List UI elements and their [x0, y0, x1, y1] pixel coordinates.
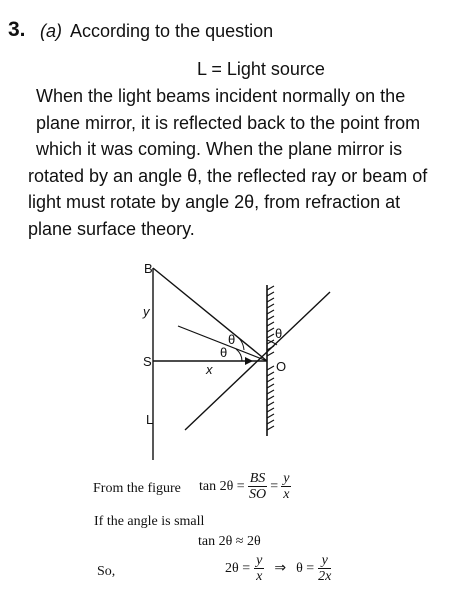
fraction-denominator: 2x — [318, 569, 332, 584]
theta-lhs: θ = — [296, 560, 315, 576]
fraction-numerator: BS — [249, 471, 266, 486]
angle-arc-upper — [235, 335, 244, 350]
fraction-bs-so — [248, 471, 268, 502]
small-angle-text: If the angle is small — [94, 514, 205, 529]
paragraph-line: When the light beams incident normally on the — [36, 86, 406, 106]
ray-so-arrow — [245, 357, 253, 365]
paragraph-line: light must rotate by angle 2θ, from refraction at — [28, 192, 401, 212]
fraction-denominator: x — [256, 569, 263, 584]
label-theta-lower: θ — [220, 345, 228, 360]
tan-lhs: tan 2θ = — [199, 478, 245, 494]
label-y: y — [143, 304, 150, 319]
fraction-y-x — [281, 471, 291, 502]
equals-sign: = — [270, 478, 279, 494]
fraction-y-x-final — [254, 553, 264, 584]
final-equation — [225, 553, 331, 584]
fraction-denominator: x — [283, 487, 290, 502]
label-b: B — [144, 261, 153, 276]
fraction-y-2x — [318, 553, 331, 584]
paragraph-line: plane mirror, it is reflected back to the point from — [36, 112, 421, 133]
label-s: S — [143, 354, 152, 369]
approx-equation: tan 2θ ≈ 2θ — [198, 534, 261, 549]
label-theta-upper: θ — [228, 332, 236, 347]
label-o: O — [276, 359, 287, 374]
paragraph-line: plane surface theory. — [28, 218, 195, 239]
fraction-numerator: y — [283, 471, 290, 486]
label-x: x — [206, 362, 213, 377]
question-number: 3. — [8, 18, 26, 41]
fraction-numerator: y — [318, 553, 331, 569]
question-heading: According to the question — [70, 21, 274, 41]
label-l: L — [146, 412, 154, 427]
paragraph-line: which it was coming. When the plane mirror is — [36, 139, 403, 159]
given-statement: L = Light source — [197, 59, 325, 79]
paragraph-line: rotated by an angle θ, the reflected ray or beam of — [28, 165, 428, 186]
final-lhs: 2θ = — [225, 560, 251, 576]
tan-equation — [199, 471, 291, 502]
so-text: So, — [97, 564, 116, 579]
from-figure-text: From the figure — [93, 481, 181, 496]
question-part: (a) — [40, 21, 62, 41]
fraction-denominator: SO — [248, 487, 267, 502]
label-theta-right: θ — [275, 326, 283, 341]
mirror-hatching — [267, 286, 274, 430]
ray-bo — [153, 268, 267, 361]
implies-arrow: ⇒ — [274, 561, 287, 576]
fraction-numerator: y — [256, 553, 263, 568]
